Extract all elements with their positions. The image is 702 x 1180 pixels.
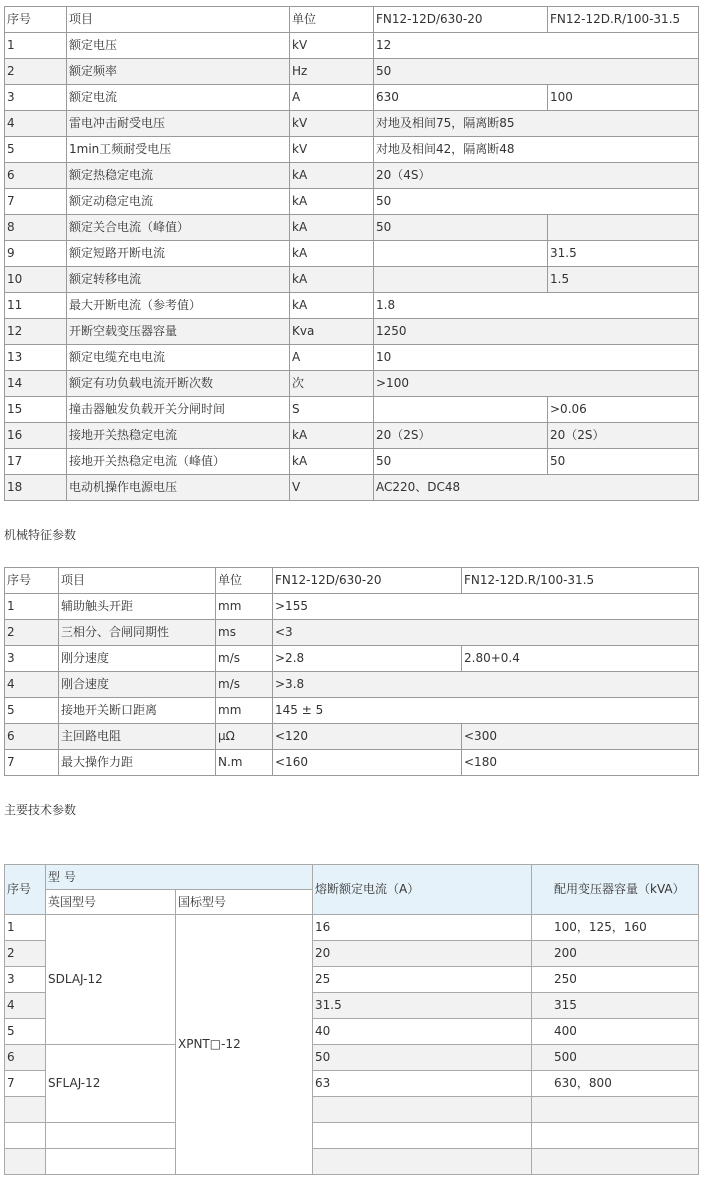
unit: m/s [216,672,273,698]
unit: Hz [290,59,374,85]
value-b: 1.5 [548,267,699,293]
row-number: 9 [5,241,67,267]
uk-model-cell [46,1149,176,1175]
value-a [374,397,548,423]
item-name: 开断空载变压器容量 [67,319,290,345]
value-a [374,241,548,267]
uk-model-cell: SDLAJ-12 [46,915,176,1045]
header-cell: FN12-12D/630-20 [374,7,548,33]
row-number: 2 [5,941,46,967]
header-cell: FN12-12D.R/100-31.5 [462,568,699,594]
value-b: 20（2S） [548,423,699,449]
header-cell: 项目 [59,568,216,594]
value-shared: AC220、DC48 [374,475,699,501]
unit: kA [290,293,374,319]
row-number: 6 [5,724,59,750]
unit: ms [216,620,273,646]
row-number [5,1149,46,1175]
item-name: 额定电缆充电电流 [67,345,290,371]
value-shared: >100 [374,371,699,397]
row-number: 2 [5,620,59,646]
table-row [5,189,699,215]
row-number: 6 [5,1045,46,1071]
item-name: 刚合速度 [59,672,216,698]
value-a: 20（2S） [374,423,548,449]
main-tech-parameters-table [4,864,699,1175]
item-name: 接地开关热稳定电流（峰值） [67,449,290,475]
transformer-capacity [532,1097,699,1123]
header-no: 序号 [5,865,46,915]
section-heading-main-tech: 主要技术参数 [4,803,77,817]
fuse-current: 16 [313,915,532,941]
table-header-row [5,7,699,33]
unit: kA [290,241,374,267]
item-name: 1min工频耐受电压 [67,137,290,163]
item-name: 刚分速度 [59,646,216,672]
item-name: 三相分、合闸同期性 [59,620,216,646]
table-row [5,915,699,941]
unit: kV [290,33,374,59]
section-heading-mechanical: 机械特征参数 [4,528,77,542]
value-b: 2.80+0.4 [462,646,699,672]
row-number: 5 [5,1019,46,1045]
unit: A [290,345,374,371]
transformer-capacity: 200 [532,941,699,967]
row-number: 7 [5,750,59,776]
table-row [5,1045,699,1071]
header-fuse-current: 熔断额定电流（A） [313,865,532,915]
table-row [5,345,699,371]
value-shared: 50 [374,59,699,85]
item-name: 额定短路开断电流 [67,241,290,267]
value-shared: 对地及相间75，隔离断85 [374,111,699,137]
item-name: 撞击器触发负载开关分闸时间 [67,397,290,423]
table-row [5,111,699,137]
value-b: <300 [462,724,699,750]
row-number: 4 [5,111,67,137]
row-number: 5 [5,698,59,724]
table-row [5,750,699,776]
row-number: 7 [5,1071,46,1097]
value-b: 31.5 [548,241,699,267]
table-row [5,33,699,59]
table-row [5,672,699,698]
item-name: 额定转移电流 [67,267,290,293]
table-row [5,449,699,475]
value-b: <180 [462,750,699,776]
row-number: 11 [5,293,67,319]
transformer-capacity: 630，800 [532,1071,699,1097]
row-number: 6 [5,163,67,189]
item-name: 额定电压 [67,33,290,59]
row-number: 5 [5,137,67,163]
header-uk-model: 英国型号 [46,890,176,915]
unit: μΩ [216,724,273,750]
unit: mm [216,594,273,620]
row-number: 2 [5,59,67,85]
fuse-current: 31.5 [313,993,532,1019]
header-cell: 单位 [290,7,374,33]
fuse-current [313,1123,532,1149]
value-shared: 20（4S） [374,163,699,189]
table-row [5,59,699,85]
unit: kA [290,189,374,215]
row-number [5,1123,46,1149]
header-cell: 序号 [5,7,67,33]
header-cell: 单位 [216,568,273,594]
row-number: 16 [5,423,67,449]
fuse-current: 20 [313,941,532,967]
uk-model-cell: SFLAJ-12 [46,1045,176,1123]
unit: kA [290,423,374,449]
gb-model-cell: XPNT□-12 [176,915,313,1175]
unit: N.m [216,750,273,776]
table-row [5,397,699,423]
fuse-current: 63 [313,1071,532,1097]
value-a: 630 [374,85,548,111]
row-number: 3 [5,85,67,111]
table-row [5,163,699,189]
row-number: 4 [5,993,46,1019]
transformer-capacity: 100，125，160 [532,915,699,941]
item-name: 最大开断电流（参考值） [67,293,290,319]
row-number: 14 [5,371,67,397]
table-row [5,267,699,293]
value-a: <160 [273,750,462,776]
row-number: 15 [5,397,67,423]
header-model: 型 号 [46,865,313,890]
row-number: 13 [5,345,67,371]
item-name: 额定频率 [67,59,290,85]
unit: kA [290,449,374,475]
electrical-parameters-table [4,6,699,501]
item-name: 额定电流 [67,85,290,111]
table-header-row [5,568,699,594]
table-row [5,137,699,163]
table-row [5,724,699,750]
header-cell: FN12-12D.R/100-31.5 [548,7,699,33]
table-row [5,293,699,319]
value-a: 50 [374,449,548,475]
fuse-current: 25 [313,967,532,993]
header-gb-model: 国标型号 [176,890,313,915]
item-name: 雷电冲击耐受电压 [67,111,290,137]
fuse-current: 40 [313,1019,532,1045]
table-row [5,1149,699,1175]
row-number: 18 [5,475,67,501]
unit: Kva [290,319,374,345]
table-row [5,241,699,267]
value-shared: 10 [374,345,699,371]
header-cell: 项目 [67,7,290,33]
header-transformer-capacity: 配用变压器容量（kVA） [532,865,699,915]
value-b: 100 [548,85,699,111]
table-header-row [5,865,699,890]
unit: 次 [290,371,374,397]
item-name: 电动机操作电源电压 [67,475,290,501]
row-number: 3 [5,967,46,993]
header-cell: FN12-12D/630-20 [273,568,462,594]
row-number [5,1097,46,1123]
row-number: 10 [5,267,67,293]
transformer-capacity: 400 [532,1019,699,1045]
unit: kA [290,163,374,189]
value-a [374,267,548,293]
table-row [5,594,699,620]
table-row [5,371,699,397]
item-name: 辅助触头开距 [59,594,216,620]
table-row [5,215,699,241]
value-shared: 50 [374,189,699,215]
unit: m/s [216,646,273,672]
value-a: >2.8 [273,646,462,672]
unit: S [290,397,374,423]
table-row [5,319,699,345]
table-row [5,698,699,724]
transformer-capacity: 315 [532,993,699,1019]
value-shared: 1250 [374,319,699,345]
value-shared: 对地及相间42，隔离断48 [374,137,699,163]
value-b: 50 [548,449,699,475]
row-number: 3 [5,646,59,672]
row-number: 4 [5,672,59,698]
item-name: 最大操作力距 [59,750,216,776]
value-b: >0.06 [548,397,699,423]
row-number: 17 [5,449,67,475]
transformer-capacity: 500 [532,1045,699,1071]
item-name: 额定关合电流（峰值） [67,215,290,241]
item-name: 额定动稳定电流 [67,189,290,215]
unit: kA [290,215,374,241]
uk-model-cell [46,1123,176,1149]
value-shared: 1.8 [374,293,699,319]
transformer-capacity: 250 [532,967,699,993]
value-shared: >3.8 [273,672,699,698]
item-name: 额定热稳定电流 [67,163,290,189]
item-name: 接地开关断口距离 [59,698,216,724]
row-number: 7 [5,189,67,215]
row-number: 1 [5,915,46,941]
mechanical-parameters-table [4,567,699,776]
item-name: 接地开关热稳定电流 [67,423,290,449]
value-a: <120 [273,724,462,750]
table-row [5,85,699,111]
unit: mm [216,698,273,724]
row-number: 1 [5,594,59,620]
unit: kA [290,267,374,293]
unit: kV [290,111,374,137]
table-row [5,1123,699,1149]
table-row [5,646,699,672]
value-shared: <3 [273,620,699,646]
transformer-capacity [532,1149,699,1175]
unit: A [290,85,374,111]
fuse-current [313,1097,532,1123]
fuse-current: 50 [313,1045,532,1071]
value-shared: 12 [374,33,699,59]
item-name: 额定有功负载电流开断次数 [67,371,290,397]
table-row [5,620,699,646]
header-cell: 序号 [5,568,59,594]
row-number: 12 [5,319,67,345]
value-shared: 145 ± 5 [273,698,699,724]
value-a: 50 [374,215,548,241]
table-row [5,475,699,501]
item-name: 主回路电阻 [59,724,216,750]
table-row [5,423,699,449]
unit: kV [290,137,374,163]
row-number: 8 [5,215,67,241]
value-b [548,215,699,241]
value-shared: >155 [273,594,699,620]
unit: V [290,475,374,501]
row-number: 1 [5,33,67,59]
transformer-capacity [532,1123,699,1149]
fuse-current [313,1149,532,1175]
